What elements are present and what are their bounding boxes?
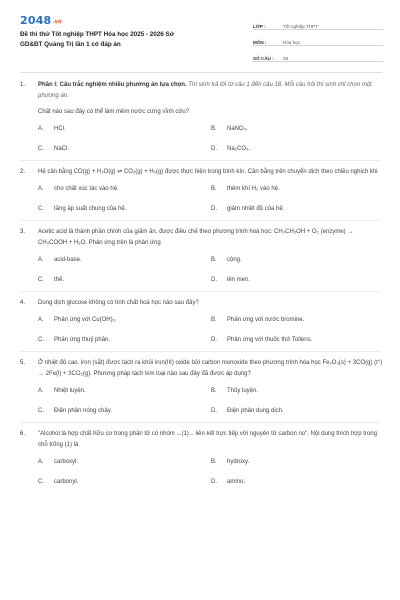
option-letter: D. (211, 408, 217, 414)
question-stem: Ở nhiệt độ cao, iron (sắt) được tách ra khỏi iron(III) oxide bởi carbon monoxide theo phương trình hóa học Fe₂O₃(s) + 3CO(g) (t°) → 2Fe(l) + 3CO₂(g). Phương pháp tách kim loại nào sau đây đã được áp dụng? (38, 360, 383, 377)
option-letter: A. (38, 317, 44, 323)
meta-key: MÔN : (253, 40, 267, 45)
option-letter: C. (38, 277, 44, 283)
option-c[interactable] (38, 406, 211, 416)
question-stem: Acetic acid là thành phần chính của giấm ăn, được điều chế theo phương trình hoá học: CH₃CH₂OH + O₂ (enzyme) → CH₃COOH + H₂O. Phản ứng trên là phản ứng (38, 229, 354, 246)
option-b[interactable] (211, 255, 384, 265)
question-number: 3. (20, 229, 26, 235)
question-stem: "Alcohol là hợp chất hữu cơ trong phân tử có nhóm ...(1)... liên kết trực tiếp với nguyên tử carbon no". Nội dung thích hợp trong chỗ trống (1) là (38, 431, 377, 448)
option-text: Thủy luyện. (227, 388, 259, 394)
meta-key: LỚP : (253, 24, 266, 29)
option-text: NaCl. (54, 146, 70, 152)
option-letter: C. (38, 337, 44, 343)
option-text: carboxyl. (54, 459, 79, 465)
option-b[interactable] (211, 386, 384, 396)
option-b[interactable] (211, 457, 384, 467)
question-body (38, 80, 384, 154)
question-number: 5. (20, 360, 26, 366)
option-letter: C. (38, 146, 44, 152)
option-letter: A. (38, 388, 44, 394)
option-c[interactable] (38, 335, 211, 345)
question-divider (20, 351, 380, 352)
option-text: NaNO₃. (227, 126, 248, 132)
option-letter: B. (211, 186, 217, 192)
site-logo[interactable] (20, 14, 62, 27)
option-text: acid-base. (54, 257, 82, 263)
question-stem: Chất nào sau đây có thể làm mềm nước cứng vĩnh cửu? (38, 109, 190, 115)
option-c[interactable] (38, 275, 211, 285)
question-divider (20, 160, 380, 161)
option-text: Phản ứng thuỷ phân. (54, 337, 111, 343)
option-a[interactable] (38, 315, 211, 325)
option-d[interactable] (211, 144, 384, 154)
option-b[interactable] (211, 315, 384, 325)
option-text: hydroxy. (227, 459, 250, 465)
option-a[interactable] (38, 184, 211, 194)
question-6 (20, 429, 380, 487)
option-d[interactable] (211, 406, 384, 416)
question-body (38, 358, 384, 416)
question-list (20, 80, 383, 487)
meta-value: Hóa học (283, 40, 301, 45)
option-grid (38, 124, 384, 154)
option-text: cộng. (227, 257, 242, 263)
option-c[interactable] (38, 477, 211, 487)
option-text: thêm khí H₂ vào hệ. (227, 186, 280, 192)
exam-title (20, 30, 230, 50)
part-heading (38, 80, 384, 102)
question-body (38, 167, 384, 214)
option-text: giảm nhiệt độ của hệ. (227, 206, 285, 212)
option-text: Điện phân dung dịch. (227, 408, 284, 414)
option-d[interactable] (211, 204, 384, 214)
meta-row-class (253, 14, 383, 30)
option-text: HCl. (54, 126, 66, 132)
question-number: 1. (20, 82, 26, 88)
option-grid (38, 386, 384, 416)
logo-tld: .vn (52, 19, 62, 25)
exam-title-line-2: GD&ĐT Quảng Trị lần 1 có đáp án (20, 41, 121, 48)
question-divider (20, 291, 380, 292)
option-a[interactable] (38, 124, 211, 134)
option-text: Na₂CO₃. (227, 146, 251, 152)
option-letter: D. (211, 479, 217, 485)
exam-title-line-1: Đề thi thử Tốt nghiệp THPT Hóa học 2025 - 2026 Sở (20, 31, 175, 38)
option-text: tăng áp suất chung của hệ. (54, 206, 127, 212)
question-number: 2. (20, 169, 26, 175)
option-a[interactable] (38, 255, 211, 265)
option-letter: D. (211, 277, 217, 283)
header-divider (20, 72, 382, 73)
option-letter: A. (38, 459, 44, 465)
meta-value: Tốt nghiệp THPT (283, 24, 318, 29)
option-letter: D. (211, 206, 217, 212)
option-text: Phản ứng với nước bromine. (227, 317, 305, 323)
option-letter: B. (211, 126, 217, 132)
question-body (38, 298, 384, 345)
question-number: 6. (20, 431, 26, 437)
option-a[interactable] (38, 386, 211, 396)
option-text: amino. (227, 479, 246, 485)
option-letter: B. (211, 317, 217, 323)
option-b[interactable] (211, 124, 384, 134)
question-body (38, 227, 384, 285)
question-divider (20, 422, 380, 423)
option-d[interactable] (211, 275, 384, 285)
option-letter: C. (38, 479, 44, 485)
option-letter: B. (211, 257, 217, 263)
option-grid (38, 457, 384, 487)
option-d[interactable] (211, 477, 384, 487)
option-d[interactable] (211, 335, 384, 345)
option-text: cho chất xúc tác vào hệ. (54, 186, 119, 192)
option-letter: A. (38, 126, 44, 132)
option-letter: D. (211, 337, 217, 343)
option-c[interactable] (38, 144, 211, 154)
question-body (38, 429, 384, 487)
question-5 (20, 358, 383, 416)
meta-row-count (253, 46, 383, 62)
meta-row-subject (253, 30, 383, 46)
option-text: lên men. (227, 277, 251, 283)
option-text: Phản ứng với Cu(OH)₂. (54, 317, 117, 323)
question-4 (20, 298, 380, 345)
header (0, 0, 400, 61)
option-text: Phản ứng với thuốc thử Tollens. (227, 337, 313, 343)
question-divider (20, 220, 380, 221)
question-1 (20, 80, 380, 154)
question-stem: Hệ cân bằng CO(g) + H₂O(g) ⇌ CO₂(g) + H₂(g) được thực hiện trong bình kín. Cân bằng trên chuyển dịch theo chiều nghịch khi (38, 169, 378, 175)
option-letter: D. (211, 146, 217, 152)
option-letter: A. (38, 257, 44, 263)
part-title: Phần I: Câu trắc nghiệm nhiều phương án lựa chọn. (38, 82, 187, 88)
option-text: thế. (54, 277, 65, 283)
option-letter: B. (211, 459, 217, 465)
option-letter: C. (38, 408, 44, 414)
option-text: Điện phân nóng chảy. (54, 408, 112, 414)
option-grid (38, 255, 384, 285)
question-stem: Dung dịch glucose không có tính chất hoá học nào sau đây? (38, 300, 199, 306)
option-letter: C. (38, 206, 44, 212)
option-text: Nhiệt luyện. (54, 388, 86, 394)
question-number: 4. (20, 300, 26, 306)
option-letter: B. (211, 388, 217, 394)
question-3 (20, 227, 380, 285)
question-2 (20, 167, 380, 214)
exam-meta (253, 14, 383, 62)
meta-value: 28 (283, 56, 289, 61)
option-b[interactable] (211, 184, 384, 194)
option-letter: A. (38, 186, 44, 192)
option-c[interactable] (38, 204, 211, 214)
option-grid (38, 315, 384, 345)
logo-text: 2048 (20, 14, 52, 27)
option-a[interactable] (38, 457, 211, 467)
meta-key: SỐ CÂU : (253, 56, 274, 61)
part-instruction: Thí sinh trả lời từ câu 1 đến câu 18. Mỗi câu hỏi thí sinh chỉ chọn một phương án. (38, 82, 372, 99)
option-grid (38, 184, 384, 214)
option-text: carbonyl. (54, 479, 79, 485)
